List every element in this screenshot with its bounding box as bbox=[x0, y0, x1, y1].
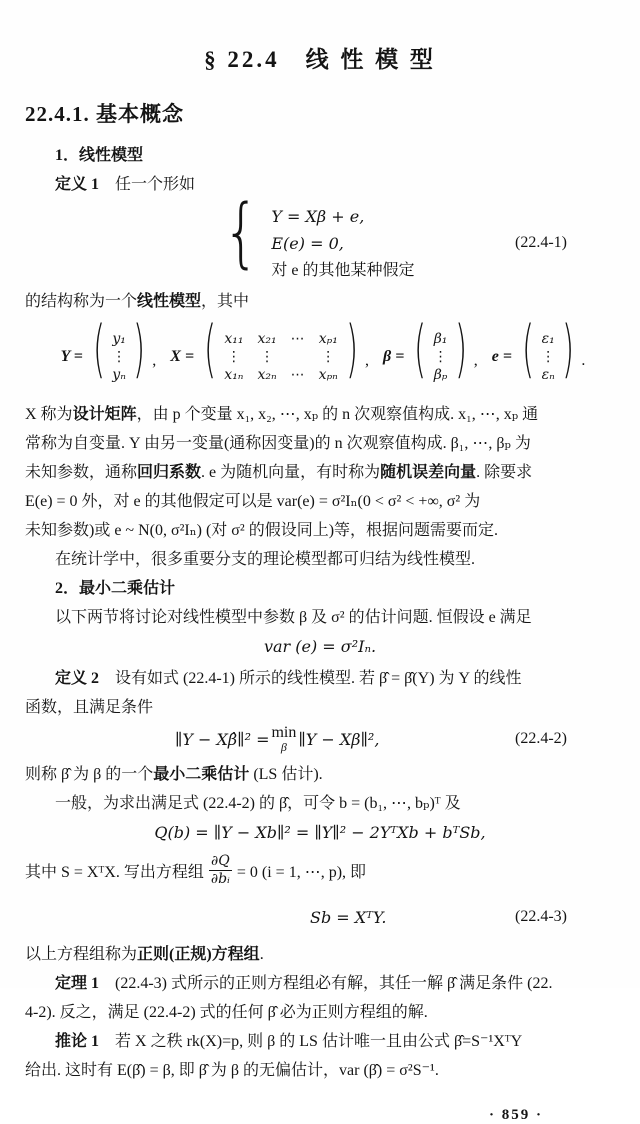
matrix-entry: x₁ₙ bbox=[224, 367, 244, 383]
definition-1-label: 定义 1 bbox=[55, 176, 100, 193]
equation-q-b: Q(b) = ∥Y − Xb∥² = ∥Y∥² − 2YᵀXb + bᵀSb, bbox=[154, 823, 486, 842]
text-run: (LS 估计). bbox=[249, 766, 323, 783]
subsection-2-heading: 2．最小二乘估计 bbox=[55, 580, 176, 597]
vector-entry: βₚ bbox=[433, 367, 448, 383]
vector-entry: εₙ bbox=[541, 367, 555, 383]
right-paren bbox=[556, 316, 580, 399]
theorem-1-line2: 4-2). 反之，满足 (22.4-2) 式的任何 β̂ 必为正则方程组的解. bbox=[25, 1004, 428, 1021]
chapter-title: § 22.4 线 性 模 型 bbox=[204, 47, 436, 72]
corollary-1-label: 推论 1 bbox=[55, 1033, 100, 1050]
text-run: X 称为 bbox=[25, 406, 73, 423]
text-run: 以上方程组称为 bbox=[25, 946, 138, 963]
text-run: = 0 (i = 1, ⋯, p), 即 bbox=[236, 863, 367, 881]
eq3-body: Sb = XᵀY. bbox=[310, 907, 387, 927]
bold-term-error-vector: 随机误差向量 bbox=[380, 464, 477, 481]
equation-var-e: var (e) = σ²Iₙ. bbox=[263, 637, 377, 656]
equation-22-4-1 bbox=[25, 201, 615, 285]
vector-y bbox=[112, 330, 126, 384]
matrix-x bbox=[224, 330, 338, 384]
equation-tag-22-4-1: (22.4-1) bbox=[515, 234, 567, 251]
para6-line bbox=[25, 940, 615, 969]
definition-1-text: 任一个形如 bbox=[99, 176, 196, 193]
vector-entry: β₁ bbox=[433, 331, 448, 347]
matrix-entry: x₂₁ bbox=[257, 331, 277, 347]
para1-line3 bbox=[25, 458, 615, 487]
vector-dots: ⋮ bbox=[112, 349, 127, 365]
matrix-entry: xₚₙ bbox=[318, 367, 338, 383]
vector-e bbox=[541, 330, 555, 384]
para1-line1 bbox=[25, 400, 615, 429]
para1-line2: 常称为自变量. Y 由另一变量(通称因变量)的 n 次观察值构成. β₁, ⋯, βₚ 为 bbox=[25, 435, 531, 452]
page-number: · 859 · bbox=[488, 1107, 543, 1123]
text-run: 设有如式 (22.4-1) 所示的线性模型. 若 β̂ = β̂(Y) 为 Y 的线性 bbox=[99, 670, 522, 687]
matrix-dots: ⋮ bbox=[321, 349, 336, 365]
separator: , bbox=[365, 352, 370, 369]
definition-2-label: 定义 2 bbox=[55, 670, 100, 687]
theorem-1-line1 bbox=[25, 969, 615, 998]
theorem-1-label: 定理 1 bbox=[55, 975, 100, 992]
section-heading: 22.4.1. 基本概念 bbox=[25, 102, 184, 126]
matrix-dots: ⋯ bbox=[290, 331, 305, 347]
vector-dots: ⋮ bbox=[541, 349, 556, 365]
text-run: . bbox=[259, 946, 264, 963]
corollary-1-line1 bbox=[25, 1027, 615, 1056]
system-line-1: Y = Xβ + e, bbox=[271, 206, 365, 226]
vector-entry: yₙ bbox=[112, 367, 126, 383]
matrix-entry: x₂ₙ bbox=[257, 367, 277, 383]
min-subscript: β bbox=[280, 740, 287, 754]
equation-tag-22-4-3: (22.4-3) bbox=[515, 908, 567, 925]
para3-line: 以下两节将讨论对线性模型中参数 β 及 σ² 的估计问题. 恒假设 e 满足 bbox=[55, 609, 532, 626]
separator: , bbox=[152, 352, 157, 369]
bold-term-regression-coef: 回归系数 bbox=[137, 464, 202, 481]
matrix-e-label: e = bbox=[491, 348, 512, 365]
matrix-beta-label: β = bbox=[383, 348, 405, 365]
para1-line4: E(e) = 0 外，对 e 的其他假定可以是 var(e) = σ²Iₙ(0 < σ² < +∞, σ² 为 bbox=[25, 493, 481, 510]
text-run: (22.4-3) 式所示的正则方程组必有解，其任一解 β̂ 满足条件 (22. bbox=[99, 975, 553, 992]
matrix-dots: ⋮ bbox=[260, 349, 275, 365]
matrix-dots: ⋯ bbox=[290, 367, 305, 383]
system-line-2: E(e) = 0, bbox=[271, 233, 344, 253]
text-run: . e 为随机向量，有时称为 bbox=[201, 464, 381, 481]
left-paren bbox=[87, 316, 111, 399]
text-run: 若 X 之秩 rk(X)=p, 则 β 的 LS 估计唯一且由公式 β̂=S⁻¹XᵀY bbox=[99, 1033, 523, 1050]
min-label: min bbox=[271, 724, 297, 741]
right-paren bbox=[449, 316, 473, 399]
matrix-entry: x₁₁ bbox=[224, 331, 244, 347]
period: . bbox=[581, 352, 586, 369]
text-run: ，由 p 个变量 x₁, x₂, ⋯, xₚ 的 n 次观察值构成. x₁, ⋯, xₚ 通 bbox=[136, 406, 539, 423]
right-paren bbox=[340, 316, 364, 399]
fraction-denominator: ∂bᵢ bbox=[210, 870, 230, 887]
text-run: 未知参数，通称 bbox=[25, 464, 138, 481]
bold-term-design-matrix: 设计矩阵 bbox=[72, 406, 137, 423]
vector-beta bbox=[434, 330, 448, 384]
matrix-dots: ⋮ bbox=[226, 349, 241, 365]
min-operator bbox=[271, 725, 296, 753]
bold-term-least-squares: 最小二乘估计 bbox=[153, 766, 250, 783]
matrix-x-label: X = bbox=[170, 348, 195, 365]
eq2-lhs: ∥Y − Xβ̂∥² = bbox=[175, 729, 270, 749]
matrix-entry: xₚ₁ bbox=[318, 331, 338, 347]
system-line-3: 对 e 的其他某种假定 bbox=[271, 261, 415, 279]
bold-term-normal-equations: 正则(正规)方程组 bbox=[137, 946, 260, 963]
matrix-y-label: Y = bbox=[60, 348, 83, 365]
partial-derivative-fraction bbox=[209, 853, 232, 888]
system-lines bbox=[271, 203, 414, 284]
fraction-numerator: ∂Q bbox=[211, 852, 230, 869]
equation-system bbox=[217, 192, 414, 294]
vector-entry: ε₁ bbox=[541, 331, 555, 347]
para5-line bbox=[25, 848, 615, 892]
left-paren bbox=[516, 316, 540, 399]
text-run: 的结构称为一个 bbox=[25, 293, 138, 310]
equation-22-4-2 bbox=[25, 722, 615, 756]
vector-entry: y₁ bbox=[112, 331, 126, 347]
left-brace bbox=[217, 192, 265, 294]
after-equation-2-line bbox=[25, 760, 615, 789]
left-paren bbox=[408, 316, 432, 399]
text-run: 则称 β̂ 为 β 的一个 bbox=[25, 766, 154, 783]
corollary-1-line2: 给出. 这时有 E(β̂) = β, 即 β̂ 为 β 的无偏估计，var (β̂) = σ²S⁻¹. bbox=[25, 1062, 439, 1079]
definition-2-line1 bbox=[25, 664, 615, 693]
para1-line5: 未知参数)或 e ~ N(0, σ²Iₙ) (对 σ² 的假设同上)等，根据问题需要而定. bbox=[25, 522, 499, 539]
text-run: 其中 S = XᵀX. 写出方程组 bbox=[25, 863, 204, 881]
eq2-rhs: ∥Y − Xβ∥², bbox=[298, 729, 380, 749]
para4-line: 一般，为求出满足式 (22.4-2) 的 β̂，可令 b = (b₁, ⋯, bₚ)ᵀ 及 bbox=[55, 795, 461, 812]
text-run: . 除要求 bbox=[476, 464, 533, 481]
matrix-blank bbox=[291, 348, 305, 366]
vector-dots: ⋮ bbox=[433, 349, 448, 365]
para2-line: 在统计学中，很多重要分支的理论模型都可归结为线性模型. bbox=[55, 551, 476, 568]
subsection-1-heading: 1．线性模型 bbox=[55, 147, 144, 164]
text-run: ，其中 bbox=[201, 293, 250, 310]
left-paren bbox=[198, 316, 222, 399]
separator: , bbox=[473, 352, 478, 369]
bold-term-linear-model: 线性模型 bbox=[137, 293, 202, 310]
definition-2-line2: 函数，且满足条件 bbox=[25, 699, 154, 716]
right-paren bbox=[127, 316, 151, 399]
equation-tag-22-4-2: (22.4-2) bbox=[515, 730, 567, 747]
equation-22-4-3 bbox=[25, 900, 615, 934]
matrix-display bbox=[25, 318, 615, 396]
